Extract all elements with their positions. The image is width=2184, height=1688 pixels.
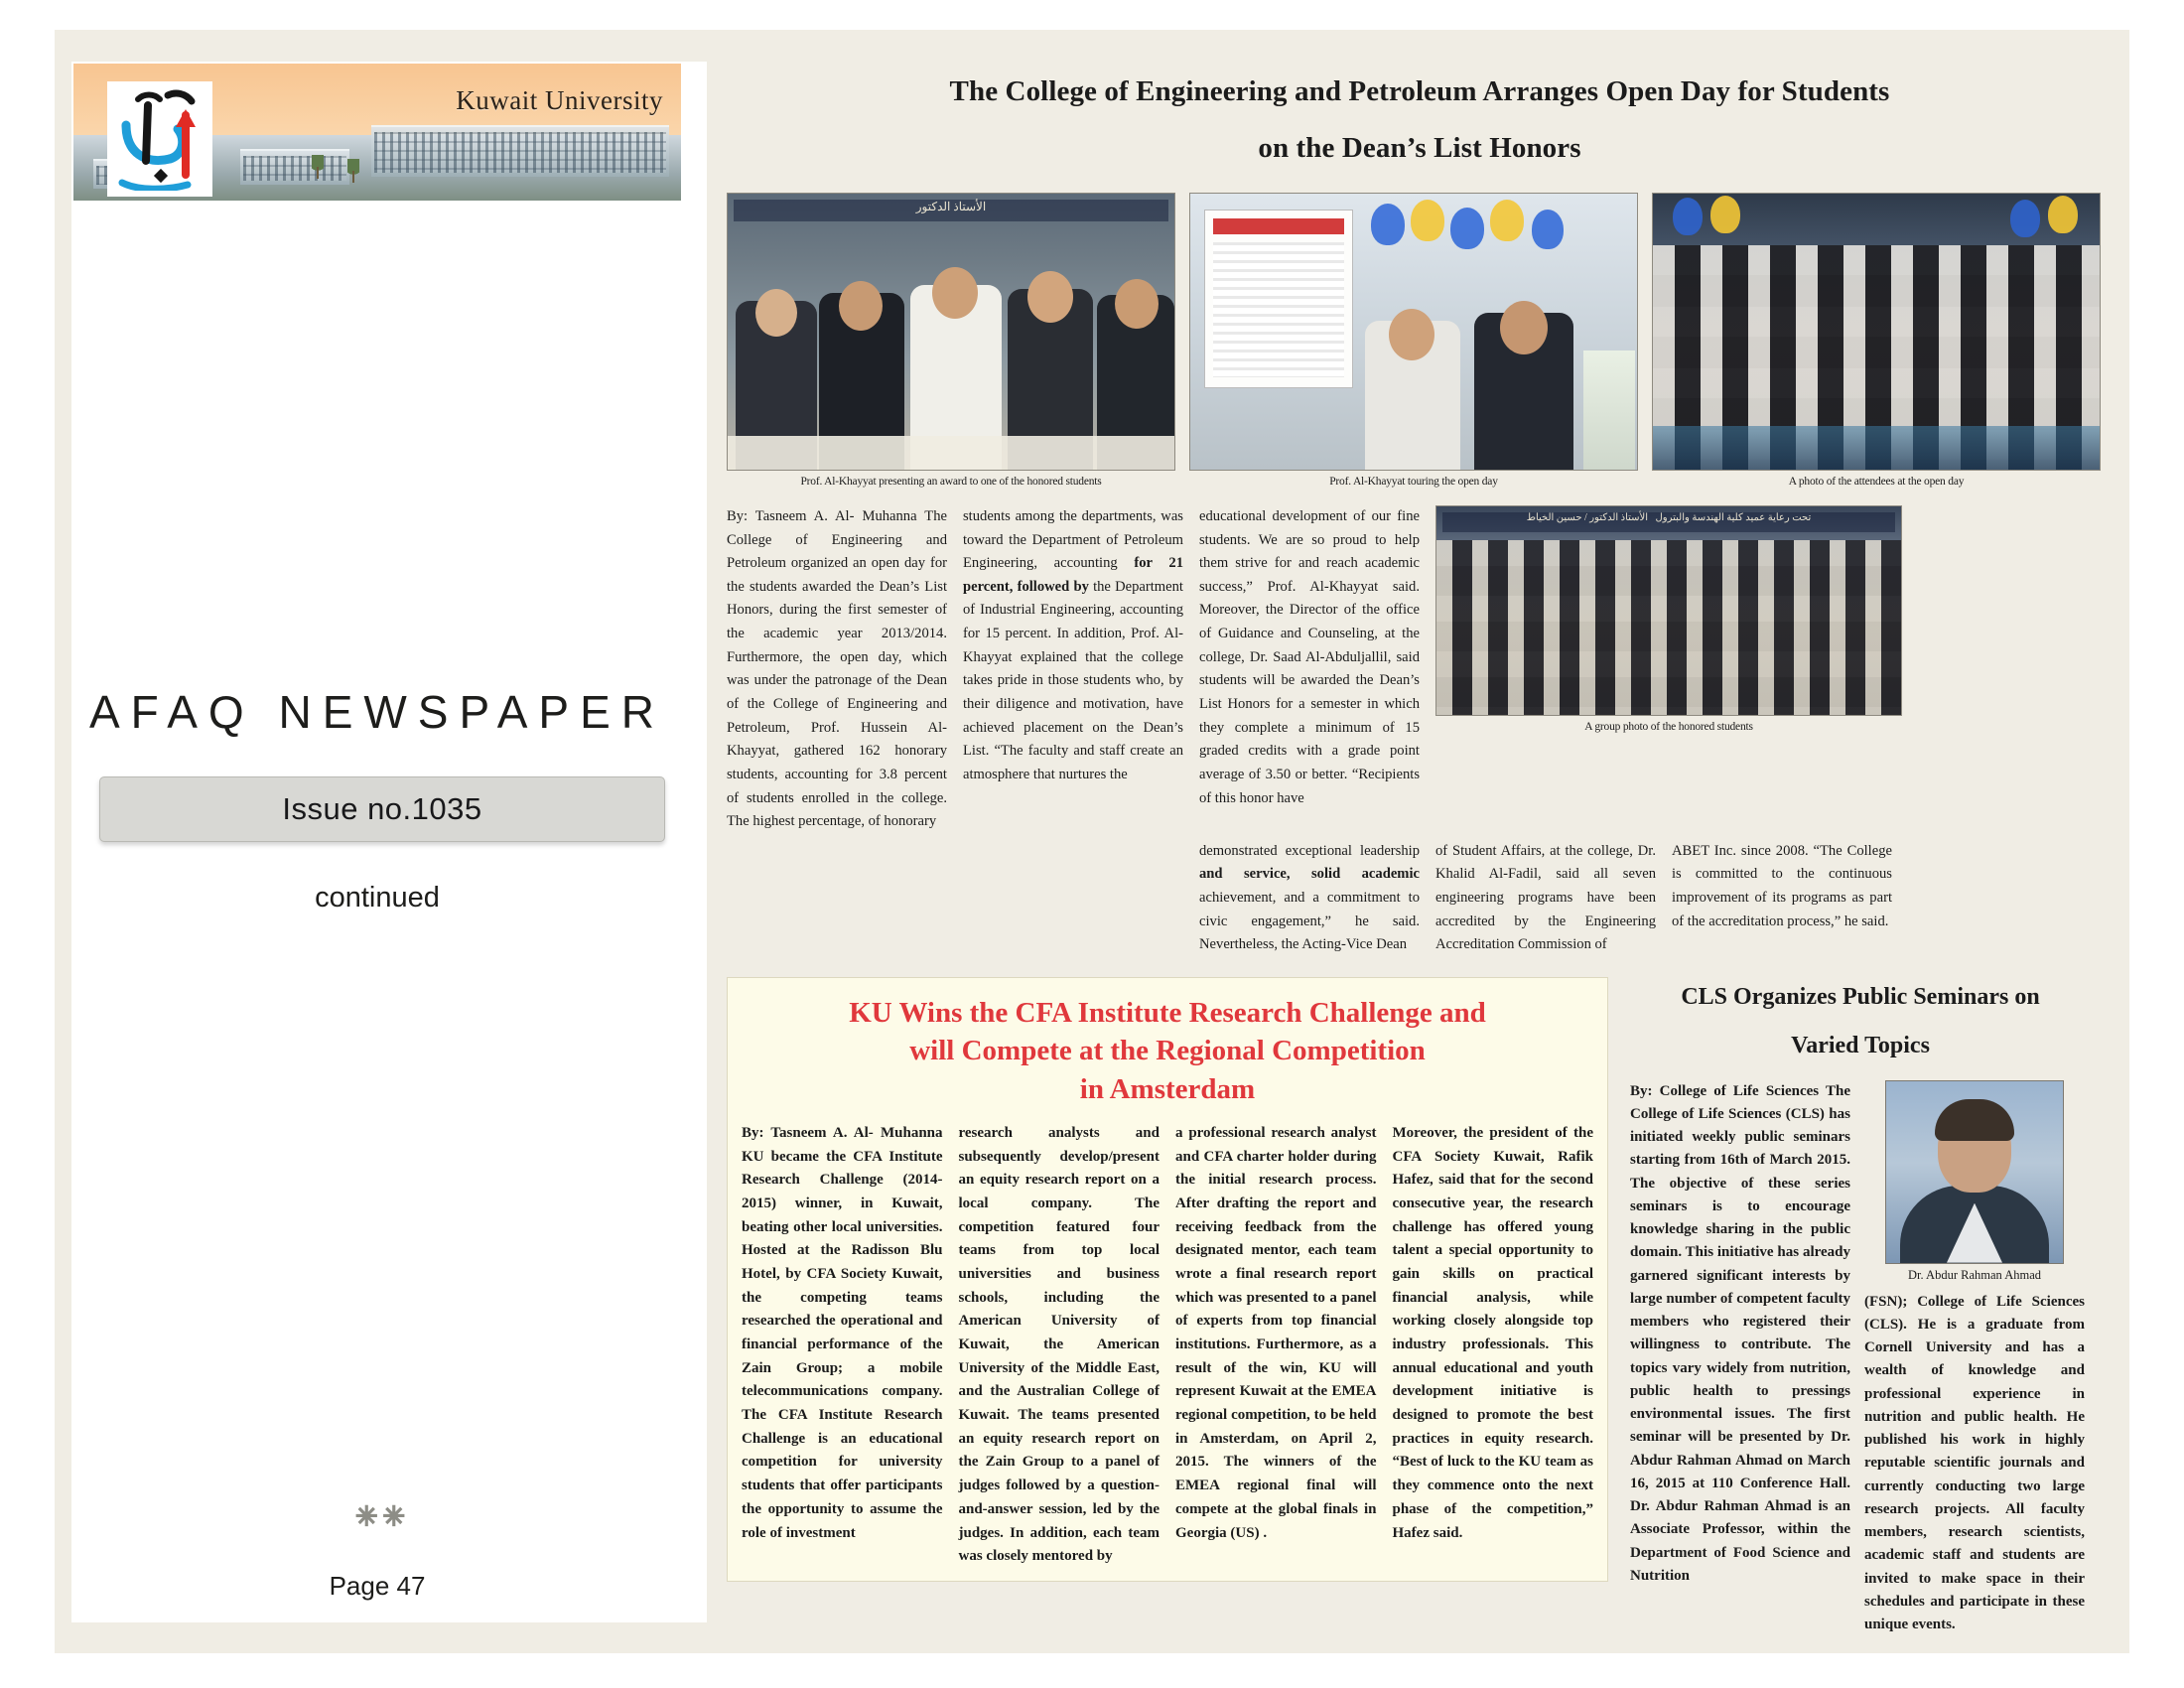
touring-photo-caption: Prof. Al-Khayyat touring the open day xyxy=(1329,475,1498,488)
portrait-hair xyxy=(1935,1099,2014,1141)
lower-col1-a: demonstrated exceptional leadership xyxy=(1199,842,1420,859)
award-photo-caption: Prof. Al-Khayyat presenting an award to one of the honored students xyxy=(800,475,1102,488)
balloon xyxy=(1411,200,1444,241)
main-content xyxy=(725,62,2115,1633)
cls-headline-line2: Varied Topics xyxy=(1791,1032,1930,1058)
balloon xyxy=(2010,200,2040,237)
attendees-photo xyxy=(1652,193,2101,471)
balloon xyxy=(1673,198,1703,235)
bottom-section xyxy=(725,977,2115,1636)
flower-arrangement xyxy=(1583,351,1635,470)
col2-bold: for 21 percent, followed by xyxy=(963,555,1183,595)
cfa-col-1: By: Tasneem A. Al- Muhanna KU became the CFA Institute Research Challenge (2014-2015) winner, in Kuwait, beating other local universities. Hosted at the Radisson Blu Hotel, by CFA Society Kuwait, the competing teams researched the operational and financial performance of the Zain Group; a mobile telecommunications company. The CFA Institute Research Challenge is an educational competition for university students that offer participants the opportunity to assume the role of investment xyxy=(742,1124,943,1541)
cfa-headline-line1: KU Wins the CFA Institute Research Challenge and xyxy=(849,997,1486,1030)
group-photo-arabic-banner: تحت رعاية عميد كلية الهندسة والبترول الأستاذ الدكتور / حسين الخياط xyxy=(1442,512,1895,532)
poster-board xyxy=(1204,210,1353,388)
award-photo-image xyxy=(728,194,1174,470)
open-day-headline xyxy=(725,62,2115,171)
open-day-lower-col-1 xyxy=(1199,840,1420,957)
lower-col1-bold: and service, solid academic xyxy=(1199,866,1420,883)
page-number: Page 47 xyxy=(329,1571,426,1601)
open-day-body-lower xyxy=(725,840,2115,957)
left-identity-panel xyxy=(71,62,707,1622)
attendees-photo-image xyxy=(1653,194,2100,470)
cfa-article xyxy=(727,977,1608,1582)
campus-building-2 xyxy=(240,149,349,185)
balloon xyxy=(1450,208,1484,249)
open-day-col-3 xyxy=(1199,505,1420,834)
balloon xyxy=(1490,200,1524,241)
open-day-photo-row xyxy=(725,193,2115,488)
group-photo xyxy=(1435,505,1902,716)
open-day-col-2 xyxy=(963,505,1183,834)
open-day-col-1 xyxy=(727,505,947,834)
touring-photo xyxy=(1189,193,1638,471)
cfa-columns xyxy=(742,1122,1593,1569)
afaq-logo xyxy=(107,81,212,197)
masthead-banner xyxy=(73,64,681,201)
cls-headline xyxy=(1630,977,2091,1066)
table-front xyxy=(728,436,1174,470)
balloon xyxy=(1371,204,1405,245)
award-photo-arabic-banner: الأستاذ الدكتور xyxy=(734,200,1168,221)
cfa-headline-line3: in Amsterdam xyxy=(1079,1072,1256,1105)
cls-col-1: By: College of Life Sciences The College of Life Sciences (CLS) has initiated weekly public seminars starting from 16th of March 2015. The objective of these series seminars is to encourage knowledge sharing in the public domain. This initiative has already garnered significant interests by large number of competent faculty members who registered their willingness to contribute. The topics vary widely from nutrition, public health to pressings environmental issues. The first seminar will be presented by Dr. Abdur Rahman Ahmad on March 16, 2015 at 110 Conference Hall. Dr. Abdur Rahman Ahmad is an Associate Professor, within the Department of Food Science and Nutrition xyxy=(1630,1082,1850,1584)
banner-university-title: Kuwait University xyxy=(456,85,663,115)
lower-col1-b: achievement, and a commitment to civic engagement,” he said. Nevertheless, the Acting-Vice Dean xyxy=(1199,890,1420,953)
group-photo-image xyxy=(1436,506,1901,715)
open-day-lower-col-1-text xyxy=(1199,840,1420,957)
figure-head xyxy=(1115,279,1159,329)
open-day-lower-col-3 xyxy=(1672,840,1892,957)
portrait-photo xyxy=(1885,1080,2064,1264)
ornament-flourish: ⁕⁕ xyxy=(349,1494,405,1540)
open-day-col-3-text: educational development of our fine students. We are so proud to help them strive for and reach academic success,” Prof. Al-Khayyat said. Moreover, the Director of the office of Guidance and Counseling, at the college, Dr. Saad Al-Abduljallil, said students will be awarded the Dean’s List Honors for a semester in which they complete a minimum of 15 graded credits with a grade point average of 3.50 or better. “Recipients of this honor have xyxy=(1199,507,1420,806)
continued-label: continued xyxy=(315,882,440,914)
palm-tree-2 xyxy=(347,159,359,181)
figure-head xyxy=(1389,309,1434,360)
cfa-col-3: a professional research analyst and CFA charter holder during the initial research process. After drafting the report and receiving feedback from the designated mentor, each team wrote a final research report which was presented to a panel of experts from top financial institutions. Furthermore, as a result of the win, KU will represent Kuwait at the EMEA regional competition, to be held in Amsterdam, on April 2, 2015. The winners of the EMEA regional final will compete at the global finals in Georgia (US) . xyxy=(1175,1124,1377,1541)
figure-head xyxy=(755,289,797,337)
touring-photo-image xyxy=(1190,194,1637,470)
palm-tree-1 xyxy=(312,155,324,177)
balloon xyxy=(1710,196,1740,233)
figure-head xyxy=(839,281,883,331)
cfa-headline xyxy=(742,994,1593,1108)
figure-head xyxy=(1027,271,1073,323)
cfa-headline-line2: will Compete at the Regional Competition xyxy=(909,1035,1426,1067)
group-photo-wrap xyxy=(1435,505,1902,834)
cls-columns xyxy=(1630,1080,2091,1637)
open-day-headline-line1: The College of Engineering and Petroleum Arranges Open Day for Students xyxy=(949,75,1890,107)
campus-building-1 xyxy=(371,125,669,177)
award-photo xyxy=(727,193,1175,471)
open-day-lower-col-3-text: ABET Inc. since 2008. “The College is committed to the continuous improvement of its programs as part of the accreditation process,” he said. xyxy=(1672,842,1892,929)
portrait-caption: Dr. Abdur Rahman Ahmad xyxy=(1907,1267,2041,1282)
cfa-col-2: research analysts and subsequently develop/present an equity research report on a local company. The competition featured four teams from top local universities and business schools, including the American University of Kuwait, the American University of the Middle East, and the Australian College of Kuwait. The teams presented an equity research report on the Zain Group to a panel of judges followed by a question-and-answer session, led by the judges. In addition, each team was closely mentored by xyxy=(958,1124,1160,1565)
cls-article xyxy=(1624,977,2091,1636)
open-day-headline-line2: on the Dean’s List Honors xyxy=(1258,131,1581,164)
open-day-col-2-text xyxy=(963,505,1183,787)
open-day-body xyxy=(725,505,2115,834)
issue-number-label: Issue no.1035 xyxy=(282,791,482,826)
col2-part-a: students among the departments, was toward the Department of Petroleum Engineering, accounting xyxy=(963,507,1183,572)
balloon xyxy=(1532,210,1564,249)
group-photo-caption: A group photo of the honored students xyxy=(1584,720,1753,733)
open-day-lower-col-2 xyxy=(1435,840,1656,957)
open-day-col-1-text: By: Tasneem A. Al- Muhanna The College of Engineering and Petroleum organized an open day for the students awarded the Dean’s List Honors, during the first semester of the academic year 2013/2014. Furthermore, the open day, which was under the patronage of the Dean of the College of Engineering and Petroleum, Prof. Hussein Al-Khayyat, gathered 162 honorary students, accounting for 3.8 percent of students enrolled in the college. The highest percentage, of honorary xyxy=(727,507,947,830)
balloon xyxy=(2048,196,2078,233)
honored-students-crowd xyxy=(1436,540,1901,715)
issue-number-box[interactable] xyxy=(99,776,665,842)
cls-col-2: (FSN); College of Life Sciences (CLS). He is a graduate from Cornell University and has a wealth of knowledge and professional experience in nutrition and public health. He published his work in highly reputable scientific journals and currently conducting two large research projects. All faculty members, research scientists, academic staff and students are invited to make space in their schedules and participate in these unique events. xyxy=(1864,1293,2085,1633)
attendees-photo-caption: A photo of the attendees at the open day xyxy=(1788,475,1965,488)
col2-part-b: the Department of Industrial Engineering, accounting for 15 percent. In addition, Prof. Al-Khayyat explained that the college takes pride in those students who, by their diligence and motivation, have achieved placement on the Dean’s List. “The faculty and staff create an atmosphere that nurtures the xyxy=(963,578,1183,782)
figure-head xyxy=(1500,301,1548,354)
cfa-col-4: Moreover, the president of the CFA Society Kuwait, Rafik Hafez, said that for the second consecutive year, the research challenge has offered young talent a special opportunity to gain skills on practical financial analysis, while working closely alongside top industry professionals. This annual educational and youth development initiative is designed to promote the best practices in equity research. “Best of luck to the KU team as they commence onto the next phase of the competition,” Hafez said. xyxy=(1392,1124,1593,1541)
cls-headline-line1: CLS Organizes Public Seminars on xyxy=(1681,984,2040,1011)
paper-name: AFAQ NEWSPAPER xyxy=(88,686,666,738)
figure-head xyxy=(932,267,978,319)
open-day-lower-col-2-text: of Student Affairs, at the college, Dr. Khalid Al-Fadil, said all seven engineering programs have been accredited by the Engineering Accreditation Commission of xyxy=(1435,842,1656,953)
chairs-row xyxy=(1653,426,2100,470)
